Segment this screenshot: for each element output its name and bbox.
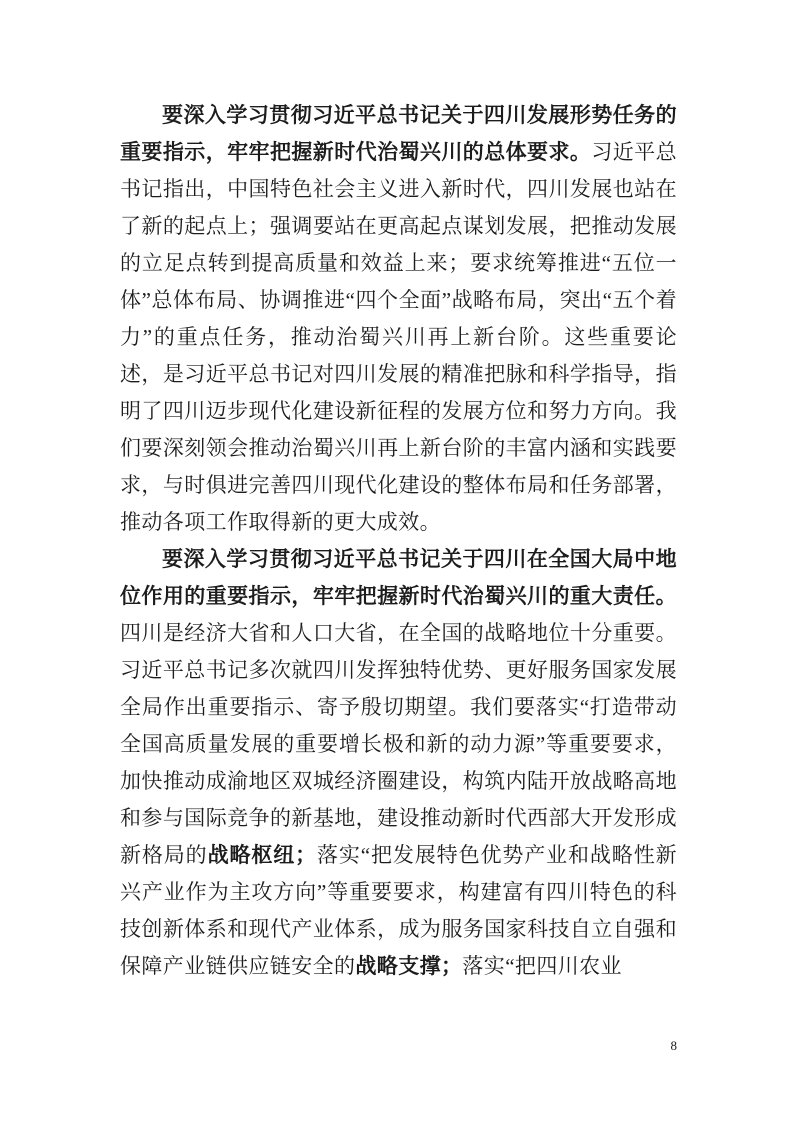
page-number: 8 — [670, 1038, 677, 1053]
paragraph — [120, 97, 677, 541]
text-segment: 要深入学习贯彻习近平总书记关于四川在全国大局中地位作用的重要指示，牢牢把握新时代治蜀兴川的重大责任。 — [120, 547, 677, 608]
text-segment: 习近平总书记指出，中国特色社会主义进入新时代，四川发展也站在了新的起点上；强调要站在更高起点谋划发展，把推动发展的立足点转到提高质量和效益上来；要求统筹推进“五位一体”总体布局、协调推进“四个全面”战略布局，突出“五个着力”的重点任务，推动治蜀兴川再上新台阶。这些重要论述，是习近平总书记对四川发展的精准把脉和科学指导，指明了四川迈步现代化建设新征程的发展方位和努力方向。我们要深刻领会推动治蜀兴川再上新台阶的丰富内涵和实践要求，与时俱进完善四川现代化建设的整体布局和任务部署，推动各项工作取得新的更大成效。 — [120, 140, 677, 534]
paragraph — [120, 541, 677, 985]
text-segment: 战略支撑； — [355, 954, 463, 978]
text-segment: 四川是经济大省和人口大省，在全国的战略地位十分重要。习近平总书记多次就四川发挥独特优势、更好服务国家发展全局作出重要指示、寄予殷切期望。我们要落实“打造带动全国高质量发展的重要增长极和新的动力源”等重要要求，加快推动成渝地区双城经济圈建设，构筑内陆开放战略高地和参与国际竞争的新基地，建设推动新时代西部大开发形成新格局的 — [120, 621, 677, 867]
text-segment: 落实“把四川农业 — [462, 954, 622, 978]
document-body — [120, 97, 677, 985]
text-segment: 要深入学习贯彻习近平总书记关于四川发展形势任务的重要指示，牢牢把握新时代治蜀兴川的总体要求。 — [120, 103, 677, 164]
text-segment: 落实“把发展特色优势产业和战略性新兴产业作为主攻方向”等重要要求，构建富有四川特色的科技创新体系和现代产业体系，成为服务国家科技自立自强和保障产业链供应链安全的 — [120, 843, 677, 978]
text-segment: 战略枢纽； — [207, 843, 317, 867]
